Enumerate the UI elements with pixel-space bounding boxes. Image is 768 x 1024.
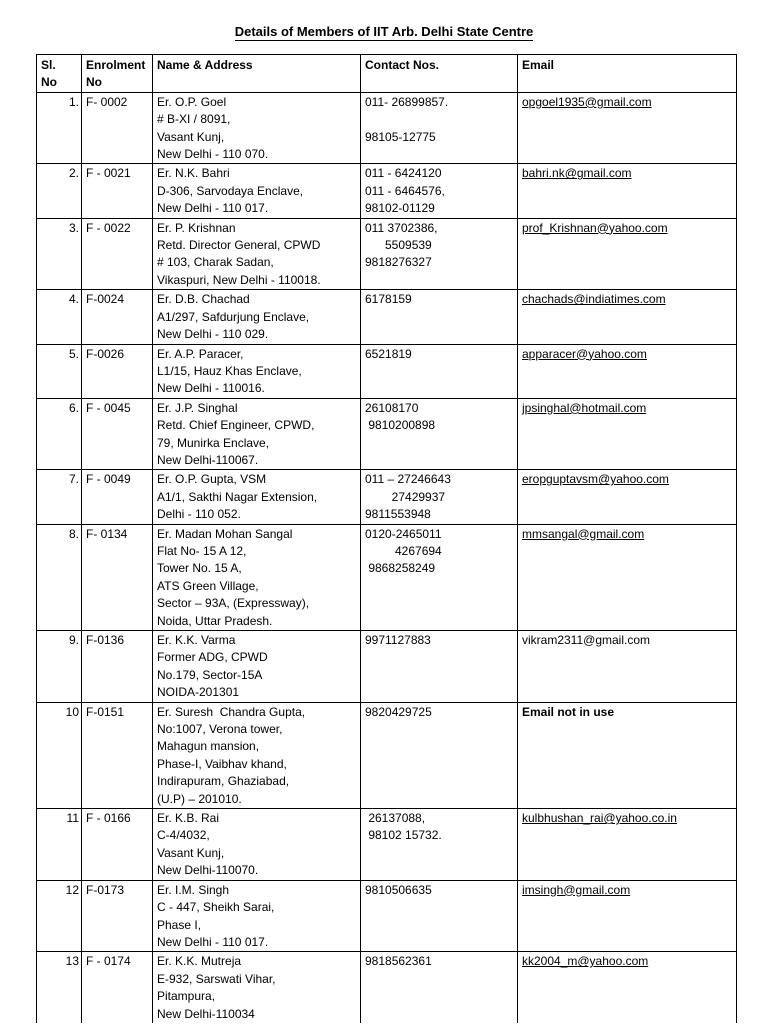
sl-no-cell: 11: [37, 809, 82, 881]
email-cell: [518, 809, 737, 881]
contact-line: 98102-01129: [365, 201, 435, 216]
table-row: [37, 470, 737, 524]
address-line: Former ADG, CPWD: [157, 650, 268, 665]
address-line: L1/15, Hauz Khas Enclave,: [157, 363, 302, 378]
enrolment-no-cell: F- 0134: [82, 524, 153, 630]
table-row: [37, 631, 737, 703]
address-line: New Delhi - 110016.: [157, 381, 265, 396]
contact-cell: [361, 880, 518, 952]
table-row: [37, 880, 737, 952]
email-cell: [518, 92, 737, 164]
address-line: New Delhi-110067.: [157, 452, 259, 467]
header-enrolment-no: Enrolment No: [82, 55, 153, 93]
sl-no-cell: 6.: [37, 398, 82, 470]
contact-line: 98105-12775: [365, 129, 436, 144]
contact-line: 9820429725: [365, 704, 432, 719]
address-line: C-4/4032,: [157, 828, 210, 843]
contact-cell: [361, 524, 518, 630]
email-link[interactable]: jpsinghal@hotmail.com: [522, 400, 647, 415]
enrolment-no-cell: F-0173: [82, 880, 153, 952]
enrolment-no-cell: F - 0021: [82, 164, 153, 218]
enrolment-no-cell: F - 0022: [82, 218, 153, 290]
email-cell: [518, 290, 737, 344]
name-address-cell: [153, 164, 361, 218]
contact-cell: [361, 398, 518, 470]
enrolment-no-cell: F-0024: [82, 290, 153, 344]
address-line: New Delhi-110070.: [157, 863, 259, 878]
address-line: A1/1, Sakthi Nagar Extension,: [157, 489, 318, 504]
name-address-cell: [153, 470, 361, 524]
contact-line: 9818562361: [365, 954, 432, 969]
contact-line: 6178159: [365, 292, 412, 307]
email-cell: [518, 631, 737, 703]
address-line: # 103, Charak Sadan,: [157, 255, 274, 270]
enrolment-no-cell: F- 0002: [82, 92, 153, 164]
address-line: No:1007, Verona tower,: [157, 722, 283, 737]
email-cell: [518, 880, 737, 952]
email-cell: [518, 164, 737, 218]
contact-line: 011 3702386,: [365, 220, 438, 235]
address-line: Tower No. 15 A,: [157, 561, 242, 576]
email-cell: [518, 398, 737, 470]
document-title-text: Details of Members of IIT Arb. Delhi State Centre: [234, 24, 534, 39]
name-address-cell: [153, 880, 361, 952]
contact-line: 9810506635: [365, 882, 432, 897]
enrolment-no-cell: F - 0045: [82, 398, 153, 470]
sl-no-cell: 1.: [37, 92, 82, 164]
name-address-cell: [153, 702, 361, 808]
address-line: Er. O.P. Goel: [157, 94, 227, 109]
table-row: [37, 524, 737, 630]
address-line: Er. Suresh Chandra Gupta,: [157, 704, 306, 719]
contact-line: 011- 26899857.: [365, 94, 449, 109]
email-cell: [518, 952, 737, 1023]
contact-line: 011 - 6424120: [365, 166, 442, 181]
sl-no-cell: 10: [37, 702, 82, 808]
address-line: Er. K.K. Mutreja: [157, 954, 242, 969]
contact-cell: [361, 809, 518, 881]
contact-line: 011 - 6464576,: [365, 183, 445, 198]
address-line: Er. N.K. Bahri: [157, 166, 230, 181]
table-row: [37, 290, 737, 344]
address-line: D-306, Sarvodaya Enclave,: [157, 183, 304, 198]
email-link[interactable]: chachads@indiatimes.com: [522, 292, 666, 307]
name-address-cell: [153, 524, 361, 630]
contact-cell: [361, 702, 518, 808]
contact-cell: [361, 92, 518, 164]
address-line: Er. D.B. Chachad: [157, 292, 250, 307]
contact-line: [365, 111, 513, 128]
table-row: [37, 952, 737, 1023]
header-sl-no: Sl. No: [37, 55, 82, 93]
contact-line: 9868258249: [365, 561, 436, 576]
address-line: New Delhi - 110 017.: [157, 201, 269, 216]
table-row: [37, 92, 737, 164]
contact-line: 9971127883: [365, 633, 431, 647]
name-address-cell: [153, 398, 361, 470]
address-line: Vasant Kunj,: [157, 129, 225, 144]
contact-line: 27429937: [365, 489, 446, 504]
email-cell: [518, 470, 737, 524]
contact-line: 26108170: [365, 400, 419, 415]
contact-line: 4267694: [365, 543, 442, 558]
email-link[interactable]: imsingh@gmail.com: [522, 882, 631, 897]
sl-no-cell: 13: [37, 952, 82, 1023]
table-row: [37, 218, 737, 290]
name-address-cell: [153, 92, 361, 164]
email-link[interactable]: kulbhushan_rai@yahoo.co.in: [522, 811, 677, 826]
email-cell: [518, 344, 737, 398]
enrolment-no-cell: F-0136: [82, 631, 153, 703]
enrolment-no-cell: F-0151: [82, 702, 153, 808]
table-row: [37, 398, 737, 470]
contact-cell: [361, 344, 518, 398]
contact-line: 9810200898: [365, 418, 436, 433]
address-line: ATS Green Village,: [157, 578, 259, 593]
contact-cell: [361, 952, 518, 1023]
sl-no-cell: 3.: [37, 218, 82, 290]
address-line: Er. I.M. Singh: [157, 882, 230, 897]
members-table: [36, 54, 737, 1023]
sl-no-cell: 4.: [37, 290, 82, 344]
document-title: [0, 24, 768, 39]
email-link[interactable]: prof_Krishnan@yahoo.com: [522, 220, 668, 235]
address-line: A1/297, Safdurjung Enclave,: [157, 309, 310, 324]
sl-no-cell: 2.: [37, 164, 82, 218]
contact-cell: [361, 218, 518, 290]
address-line: Delhi - 110 052.: [157, 507, 241, 522]
address-line: NOIDA-201301: [157, 685, 240, 700]
contact-line: 9811553948: [365, 507, 431, 522]
address-line: Er. K.K. Varma: [157, 633, 236, 647]
address-line: Phase I,: [157, 917, 202, 932]
contact-line: 5509539: [365, 238, 432, 253]
contact-cell: [361, 631, 518, 703]
address-line: # B-XI / 8091,: [157, 112, 231, 127]
address-line: Vasant Kunj,: [157, 845, 225, 860]
address-line: Phase-I, Vaibhav khand,: [157, 756, 287, 771]
address-line: New Delhi - 110 070.: [157, 147, 269, 162]
header-contact-nos: Contact Nos.: [361, 55, 518, 93]
address-line: C - 447, Sheikh Sarai,: [157, 900, 275, 915]
email-link[interactable]: kk2004_m@yahoo.com: [522, 954, 649, 969]
name-address-cell: [153, 218, 361, 290]
address-line: E-932, Sarswati Vihar,: [157, 971, 276, 986]
table-header-row: [37, 55, 737, 93]
name-address-cell: [153, 344, 361, 398]
email-cell: [518, 702, 737, 808]
email-link[interactable]: opgoel1935@gmail.com: [522, 94, 652, 109]
address-line: Er. Madan Mohan Sangal: [157, 526, 293, 541]
address-line: Retd. Chief Engineer, CPWD,: [157, 418, 315, 433]
sl-no-cell: 8.: [37, 524, 82, 630]
address-line: Pitampura,: [157, 989, 216, 1004]
address-line: Retd. Director General, CPWD: [157, 238, 321, 253]
contact-line: 98102 15732.: [365, 828, 442, 843]
table-row: [37, 344, 737, 398]
email-link[interactable]: vikram2311@gmail.com: [522, 633, 650, 647]
table-row: [37, 702, 737, 808]
enrolment-no-cell: F - 0166: [82, 809, 153, 881]
header-name-address: Name & Address: [153, 55, 361, 93]
email-link[interactable]: mmsangal@gmail.com: [522, 526, 645, 541]
address-line: New Delhi - 110 017.: [157, 934, 269, 949]
email-link[interactable]: eropguptavsm@yahoo.com: [522, 472, 669, 487]
contact-line: 0120-2465011: [365, 526, 442, 541]
sl-no-cell: 9.: [37, 631, 82, 703]
name-address-cell: [153, 631, 361, 703]
contact-cell: [361, 290, 518, 344]
address-line: Noida, Uttar Pradesh.: [157, 613, 273, 628]
sl-no-cell: 12: [37, 880, 82, 952]
address-line: New Delhi - 110 029.: [157, 327, 269, 342]
address-line: Er. A.P. Paracer,: [157, 346, 244, 361]
sl-no-cell: 5.: [37, 344, 82, 398]
address-line: Indirapuram, Ghaziabad,: [157, 774, 290, 789]
address-line: Vikaspuri, New Delhi - 110018.: [157, 272, 321, 287]
enrolment-no-cell: F - 0049: [82, 470, 153, 524]
sl-no-cell: 7.: [37, 470, 82, 524]
enrolment-no-cell: F-0026: [82, 344, 153, 398]
email-cell: [518, 218, 737, 290]
name-address-cell: [153, 952, 361, 1023]
email-status-text: Email not in use: [522, 704, 615, 719]
name-address-cell: [153, 809, 361, 881]
address-line: Er. O.P. Gupta, VSM: [157, 472, 267, 487]
address-line: Er. J.P. Singhal: [157, 400, 238, 415]
contact-cell: [361, 470, 518, 524]
name-address-cell: [153, 290, 361, 344]
table-row: [37, 164, 737, 218]
email-link[interactable]: apparacer@yahoo.com: [522, 346, 647, 361]
address-line: Flat No- 15 A 12,: [157, 543, 247, 558]
address-line: (U.P) – 201010.: [157, 791, 242, 806]
table-row: [37, 809, 737, 881]
address-line: Mahagun mansion,: [157, 739, 260, 754]
address-line: Er. K.B. Rai: [157, 811, 220, 826]
address-line: No.179, Sector-15A: [157, 667, 263, 682]
address-line: Sector – 93A, (Expressway),: [157, 596, 310, 611]
contact-line: 011 – 27246643: [365, 472, 451, 487]
address-line: 79, Munirka Enclave,: [157, 435, 270, 450]
address-line: Er. P. Krishnan: [157, 220, 236, 235]
email-link[interactable]: bahri.nk@gmail.com: [522, 166, 632, 181]
contact-cell: [361, 164, 518, 218]
enrolment-no-cell: F - 0174: [82, 952, 153, 1023]
contact-line: 26137088,: [365, 811, 426, 826]
contact-line: 6521819: [365, 346, 412, 361]
address-line: New Delhi-110034: [157, 1006, 255, 1021]
contact-line: 9818276327: [365, 255, 432, 270]
email-cell: [518, 524, 737, 630]
header-email: Email: [518, 55, 737, 93]
